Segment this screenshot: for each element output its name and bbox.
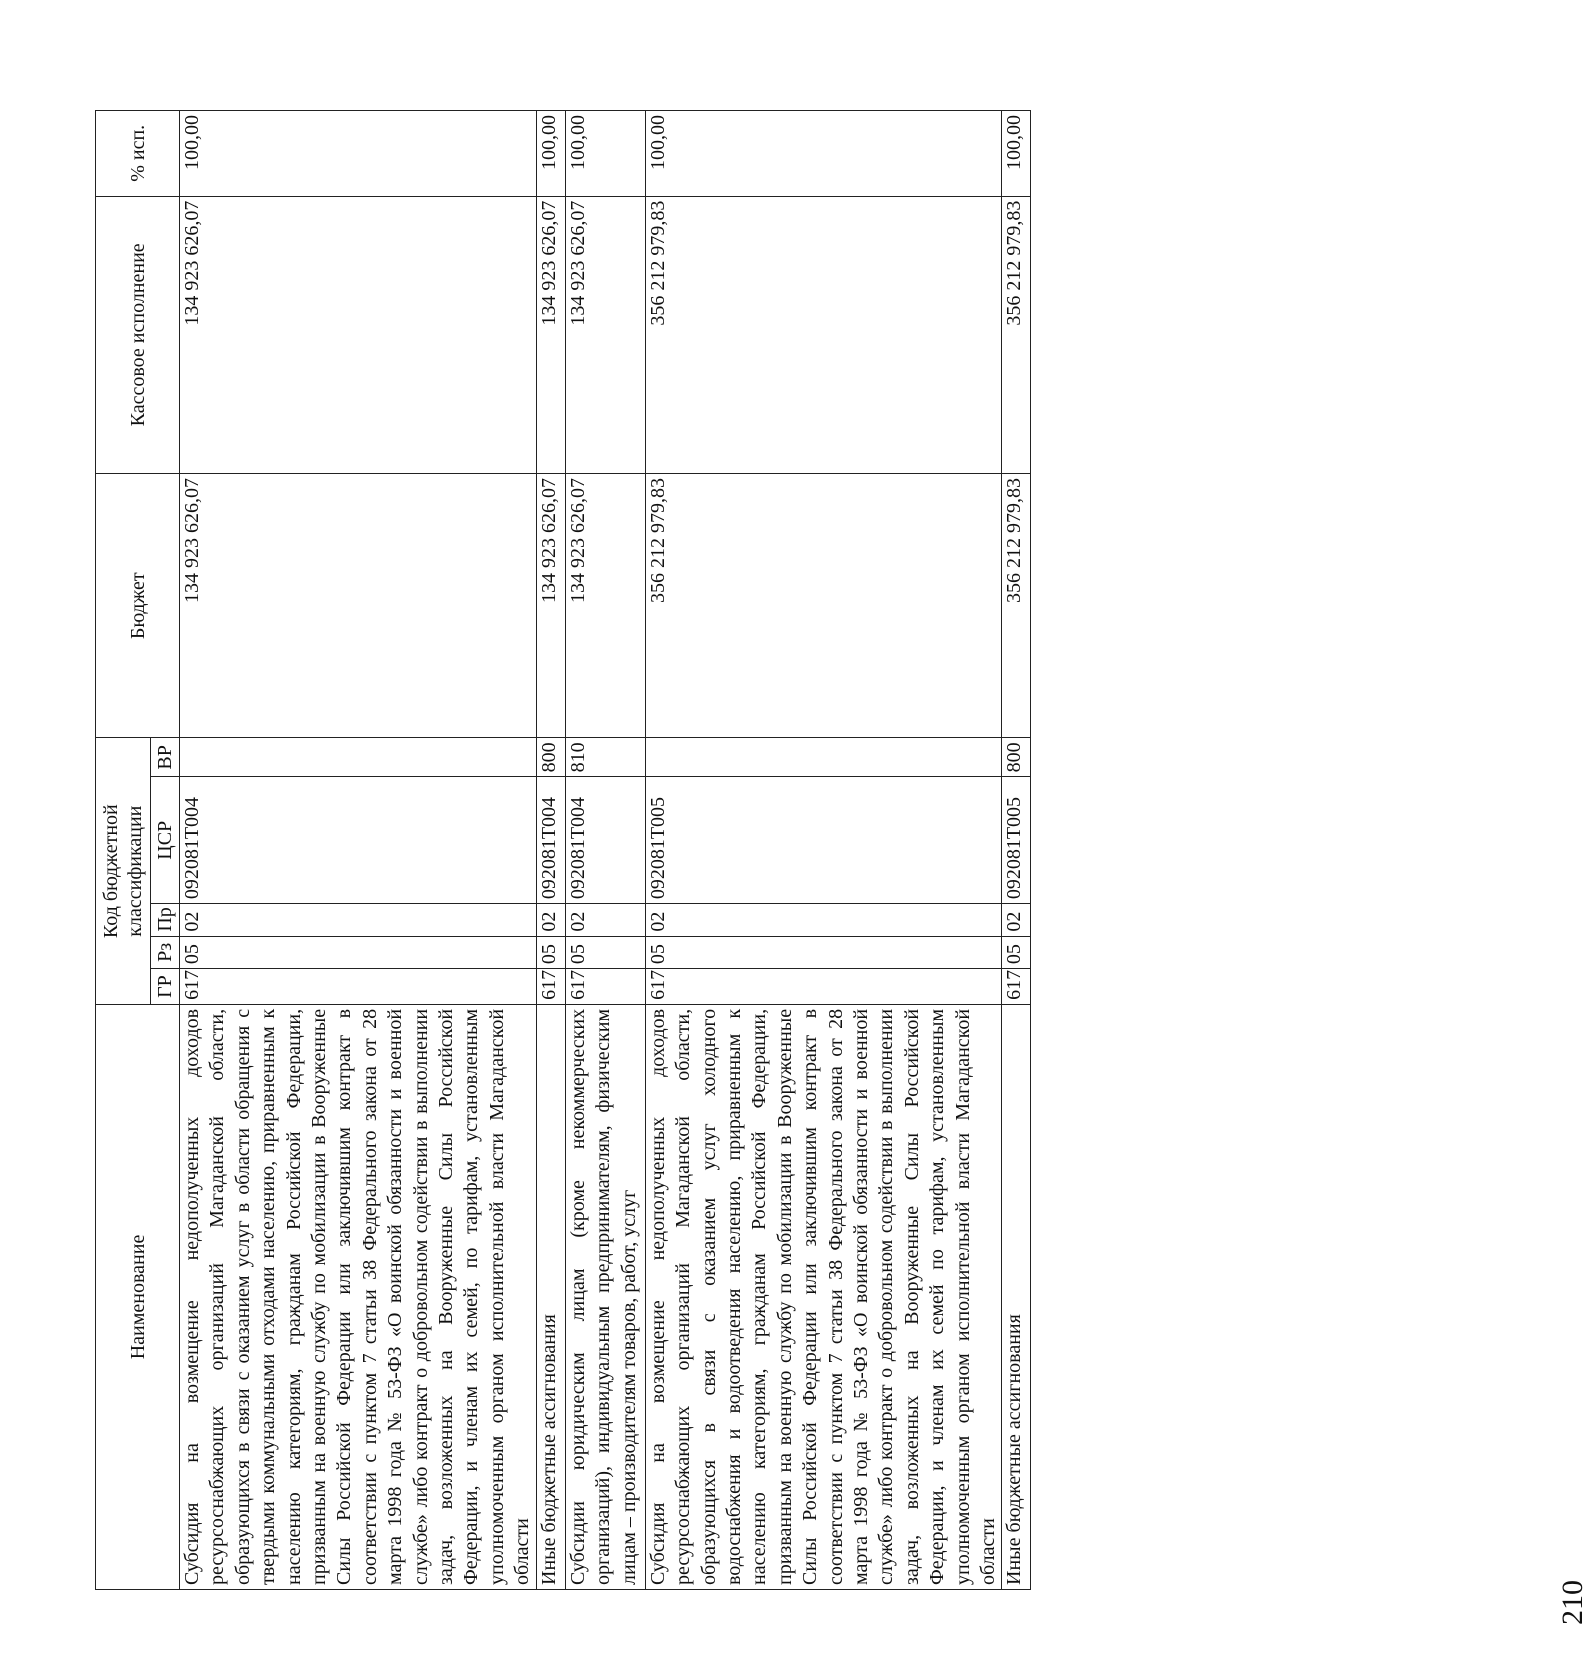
- header-budget: Бюджет: [96, 474, 180, 738]
- table-row: [1002, 111, 1031, 1590]
- row-vr: 810: [565, 738, 645, 777]
- header-vr: ВР: [151, 738, 180, 777]
- row-vr: [645, 738, 1002, 777]
- row-gr: 617: [536, 969, 565, 1005]
- row-rz: 05: [645, 936, 1002, 969]
- row-vr: [180, 738, 537, 777]
- row-csr: 092081Т005: [1002, 777, 1031, 904]
- row-pr: 02: [180, 904, 537, 937]
- table-row: [645, 111, 1002, 1590]
- row-execution: 134 923 626,07: [536, 196, 565, 473]
- table-row: [565, 111, 645, 1590]
- page-number: 210: [1556, 1580, 1589, 1625]
- row-pr: 02: [536, 904, 565, 937]
- row-percent: 100,00: [565, 111, 645, 197]
- row-rz: 05: [536, 936, 565, 969]
- row-name: Субсидия на возмещение недополученных доходов ресурсоснабжающих организаций Магаданской области, образующихся в связи с оказанием услуг в области обращения с твердыми коммунальными отходами населению, приравненным к населению категориям, гражданам Российской Федерации, призванным на военную службу по мобилизации в Вооруженные Силы Российской Федерации или заключившим контракт в соответствии с пунктом 7 статьи 38 Федерального закона от 28 марта 1998 года № 53-ФЗ «О воинской обязанности и военной службе» либо контракт о добровольном содействии в выполнении задач, возложенных на Вооруженные Силы Российской Федерации, и членам их семей, по тарифам, установленным уполномоченным органом исполнительной власти Магаданской области: [180, 1004, 537, 1589]
- row-rz: 05: [565, 936, 645, 969]
- row-rz: 05: [180, 936, 537, 969]
- row-vr: 800: [536, 738, 565, 777]
- header-code-group: Код бюджетной классификации: [96, 738, 151, 1005]
- row-budget: 356 212 979,83: [645, 474, 1002, 738]
- row-name: Иные бюджетные ассигнования: [536, 1004, 565, 1589]
- header-pr: Пр: [151, 904, 180, 937]
- row-gr: 617: [645, 969, 1002, 1005]
- header-execution: Кассовое исполнение: [96, 196, 180, 473]
- row-name: Иные бюджетные ассигнования: [1002, 1004, 1031, 1589]
- table-row: [536, 111, 565, 1590]
- row-csr: 092081Т004: [565, 777, 645, 904]
- header-name: Наименование: [96, 1004, 180, 1589]
- header-percent: % исп.: [96, 111, 180, 197]
- table-row: [180, 111, 537, 1590]
- budget-sheet: [95, 110, 1035, 1590]
- row-percent: 100,00: [645, 111, 1002, 197]
- row-csr: 092081Т005: [645, 777, 1002, 904]
- row-name: Субсидия на возмещение недополученных доходов ресурсоснабжающих организаций Магаданской области, образующихся в связи с оказанием услуг холодного водоснабжения и водоотведения населению, приравненным к населению категориям, гражданам Российской Федерации, призванным на военную службу по мобилизации в Вооруженные Силы Российской Федерации или заключившим контракт в соответствии с пунктом 7 статьи 38 Федерального закона от 28 марта 1998 года № 53-ФЗ «О воинской обязанности и военной службе» либо контракт о добровольном содействии в выполнении задач, возложенных на Вооруженные Силы Российской Федерации, и членам их семей по тарифам, установленным уполномоченным органом исполнительной власти Магаданской области: [645, 1004, 1002, 1589]
- row-gr: 617: [180, 969, 537, 1005]
- row-budget: 134 923 626,07: [536, 474, 565, 738]
- row-csr: 092081Т004: [536, 777, 565, 904]
- budget-table: [95, 110, 1031, 1590]
- row-execution: 356 212 979,83: [645, 196, 1002, 473]
- row-csr: 092081Т004: [180, 777, 537, 904]
- header-rz: Рз: [151, 936, 180, 969]
- row-gr: 617: [565, 969, 645, 1005]
- row-gr: 617: [1002, 969, 1031, 1005]
- row-rz: 05: [1002, 936, 1031, 969]
- row-execution: 134 923 626,07: [565, 196, 645, 473]
- row-budget: 356 212 979,83: [1002, 474, 1031, 738]
- row-execution: 134 923 626,07: [180, 196, 537, 473]
- row-name: Субсидии юридическим лицам (кроме некоммерческих организаций), индивидуальным предпринимателям, физическим лицам – производителям товаров, работ, услуг: [565, 1004, 645, 1589]
- row-execution: 356 212 979,83: [1002, 196, 1031, 473]
- row-vr: 800: [1002, 738, 1031, 777]
- row-percent: 100,00: [1002, 111, 1031, 197]
- row-pr: 02: [1002, 904, 1031, 937]
- row-budget: 134 923 626,07: [180, 474, 537, 738]
- row-budget: 134 923 626,07: [565, 474, 645, 738]
- header-csr: ЦСР: [151, 777, 180, 904]
- header-gr: ГР: [151, 969, 180, 1005]
- row-pr: 02: [645, 904, 1002, 937]
- row-pr: 02: [565, 904, 645, 937]
- row-percent: 100,00: [180, 111, 537, 197]
- row-percent: 100,00: [536, 111, 565, 197]
